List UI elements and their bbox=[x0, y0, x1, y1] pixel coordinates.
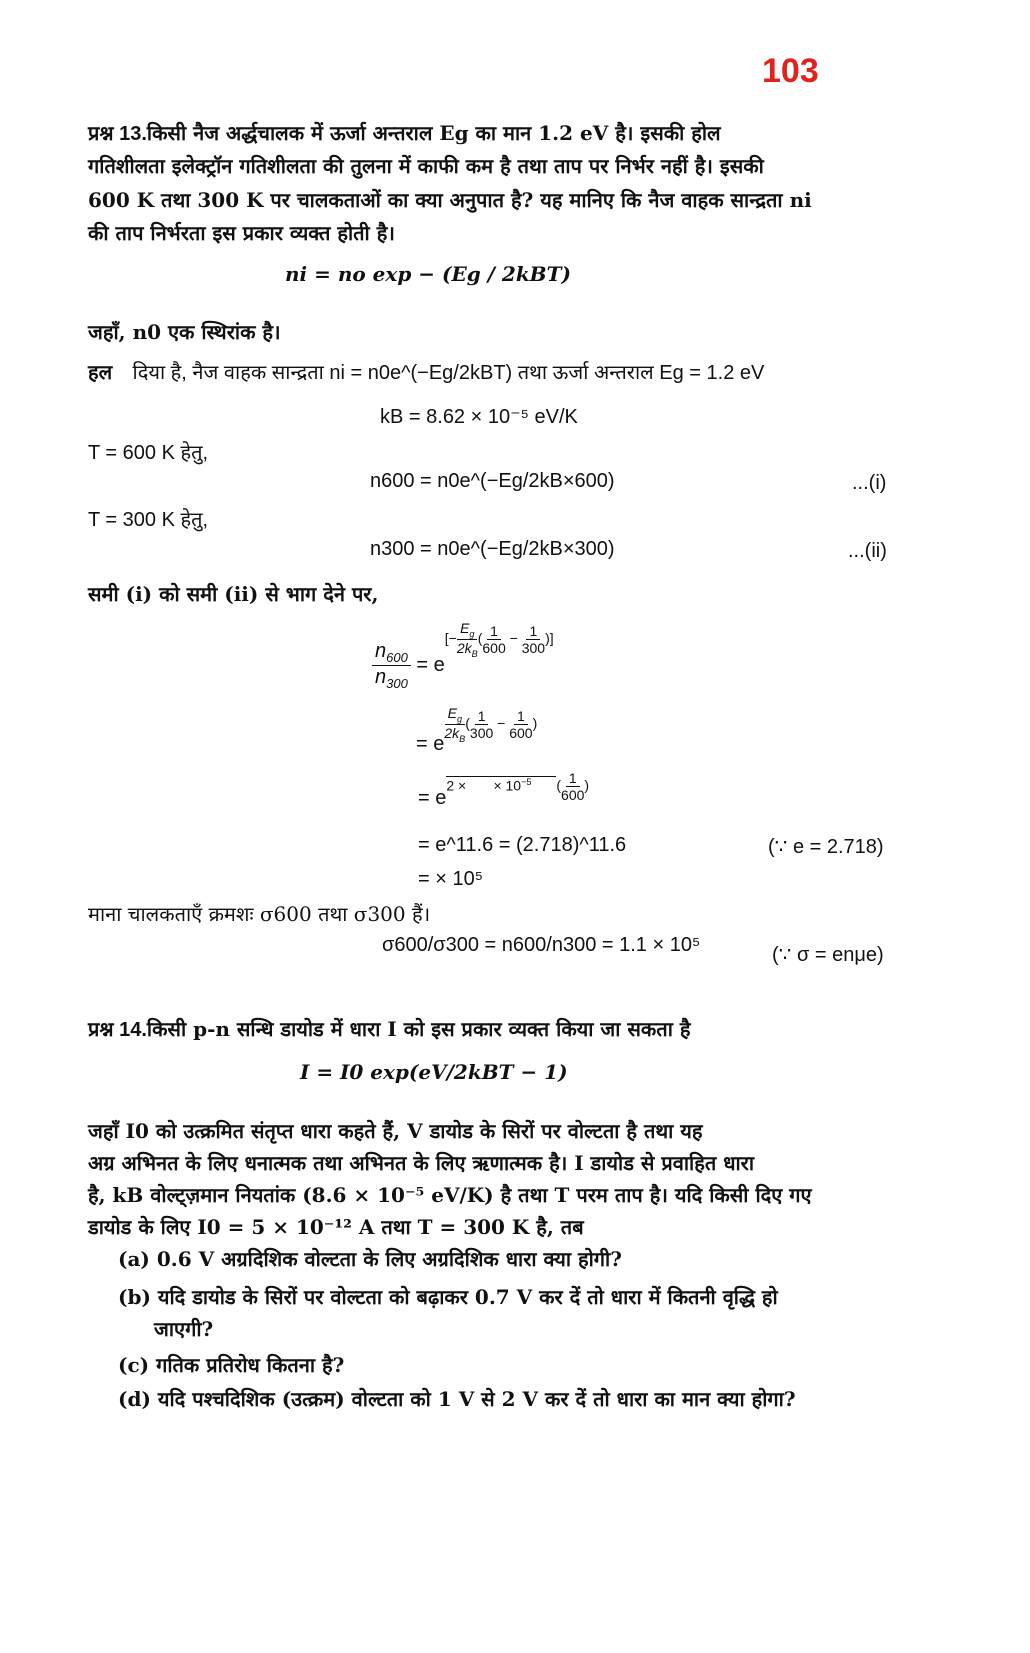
sigma-intro: माना चालकताएँ क्रमशः σ600 तथा σ300 हैं। bbox=[88, 902, 431, 926]
equation-2-tag: ...(ii) bbox=[848, 540, 887, 562]
q13-line-4: की ताप निर्भरता इस प्रकार व्यक्त होती है। bbox=[88, 221, 395, 245]
q14-part-a: (a) 0.6 V अग्रदिशिक वोल्टता के लिए अग्रदिशिक धारा क्या होगी? bbox=[118, 1247, 622, 1271]
q14-line-1-text: किसी p-n सन्धि डायोड में धारा I को इस प्रकार व्यक्त किया जा सकता है bbox=[146, 1017, 691, 1041]
q14-line-1 bbox=[88, 1013, 690, 1047]
ratio-step-1: $\frac{n_{600}}{n_{300}}$ = e[− Eg 2kB ( 1 600 − 1 300 )] bbox=[372, 620, 554, 691]
q14-line-2: जहाँ I0 को उत्क्रमित संतृप्त धारा कहते हैं, V डायोड के सिरों पर वोल्टता है तथा यह bbox=[88, 1119, 703, 1143]
sigma-result: σ600/σ300 = n600/n300 = 1.1 × 10⁵ bbox=[382, 934, 701, 956]
sigma-note: (∵ σ = enμe) bbox=[772, 944, 884, 966]
q14-formula: I = I0 exp(eV/2kBT − 1) bbox=[300, 1060, 568, 1084]
q14-part-c: (c) गतिक प्रतिरोध कितना है? bbox=[118, 1353, 345, 1377]
t300-label: T = 300 K हेतु, bbox=[88, 509, 209, 531]
equation-2: n300 = n0e^(−Eg/2kB×300) bbox=[370, 538, 615, 560]
q14-label: प्रश्न 14. bbox=[88, 1019, 147, 1041]
q13-label: प्रश्न 13. bbox=[88, 123, 147, 145]
q13-line-1 bbox=[88, 117, 721, 151]
equation-1-tag: ...(i) bbox=[852, 472, 887, 494]
solution-intro-text: दिया है, नैज वाहक सान्द्रता ni = n0e^(−Eg/2kBT) तथा ऊर्जा अन्तराल Eg = 1.2 eV bbox=[132, 362, 765, 384]
q14-line-4: है, kB वोल्ट्ज़मान नियतांक (8.6 × 10⁻⁵ eV/K) है तथा T परम ताप है। यदि किसी दिए गए bbox=[88, 1183, 812, 1207]
q13-line-1-text: किसी नैज अर्द्धचालक में ऊर्जा अन्तराल Eg का मान 1.2 eV है। इसकी होल bbox=[146, 121, 721, 145]
q14-part-d: (d) यदि पश्चदिशिक (उत्क्रम) वोल्टता को 1 V से 2 V कर दें तो धारा का मान क्या होगा? bbox=[118, 1387, 796, 1411]
q13-where: जहाँ, n0 एक स्थिरांक है। bbox=[88, 320, 281, 344]
t600-label: T = 600 K हेतु, bbox=[88, 442, 209, 464]
divide-text: समी (i) को समी (ii) से भाग देने पर, bbox=[88, 582, 379, 606]
page-number: 103 bbox=[762, 52, 819, 90]
ratio-final: = × 10⁵ bbox=[418, 868, 484, 890]
q14-part-b-cont: जाएगी? bbox=[154, 1317, 214, 1341]
q13-line-2: गतिशीलता इलेक्ट्रॉन गतिशीलता की तुलना में काफी कम है तथा ताप पर निर्भर नहीं है। इसकी bbox=[88, 154, 764, 178]
q14-part-b: (b) यदि डायोड के सिरों पर वोल्टता को बढ़ाकर 0.7 V कर दें तो धारा में कितनी वृद्धि हो bbox=[118, 1285, 778, 1309]
q13-formula: ni = no exp − (Eg / 2kBT) bbox=[285, 262, 571, 286]
solution-intro-line bbox=[88, 358, 764, 385]
q13-line-3: 600 K तथा 300 K पर चालकताओं का क्या अनुपात है? यह मानिए कि नैज वाहक सान्द्रता ni bbox=[88, 188, 812, 212]
q14-line-5: डायोड के लिए I0 = 5 × 10⁻¹² A तथा T = 300 K है, तब bbox=[88, 1215, 584, 1239]
ratio-step-2: = e $^{\frac{E_g}{2k_B} ( \frac{1}{300} - \frac{1}{600} )}$ bbox=[416, 705, 538, 755]
equation-1: n600 = n0e^(−Eg/2kB×600) bbox=[370, 470, 615, 492]
q14-line-3: अग्र अभिनत के लिए धनात्मक तथा अभिनत के लिए ऋणात्मक है। I डायोड से प्रवाहित धारा bbox=[88, 1151, 755, 1175]
solution-label: हल bbox=[88, 360, 113, 384]
ratio-step-3: = $e^{2 \times \times 10^{-5} ( \frac{1}{600} )}$ bbox=[418, 770, 590, 810]
kb-value: kB = 8.62 × 10⁻⁵ eV/K bbox=[380, 406, 578, 428]
ratio-step-4: = e^11.6 = (2.718)^11.6 bbox=[418, 834, 627, 856]
e-note: (∵ e = 2.718) bbox=[768, 836, 884, 858]
